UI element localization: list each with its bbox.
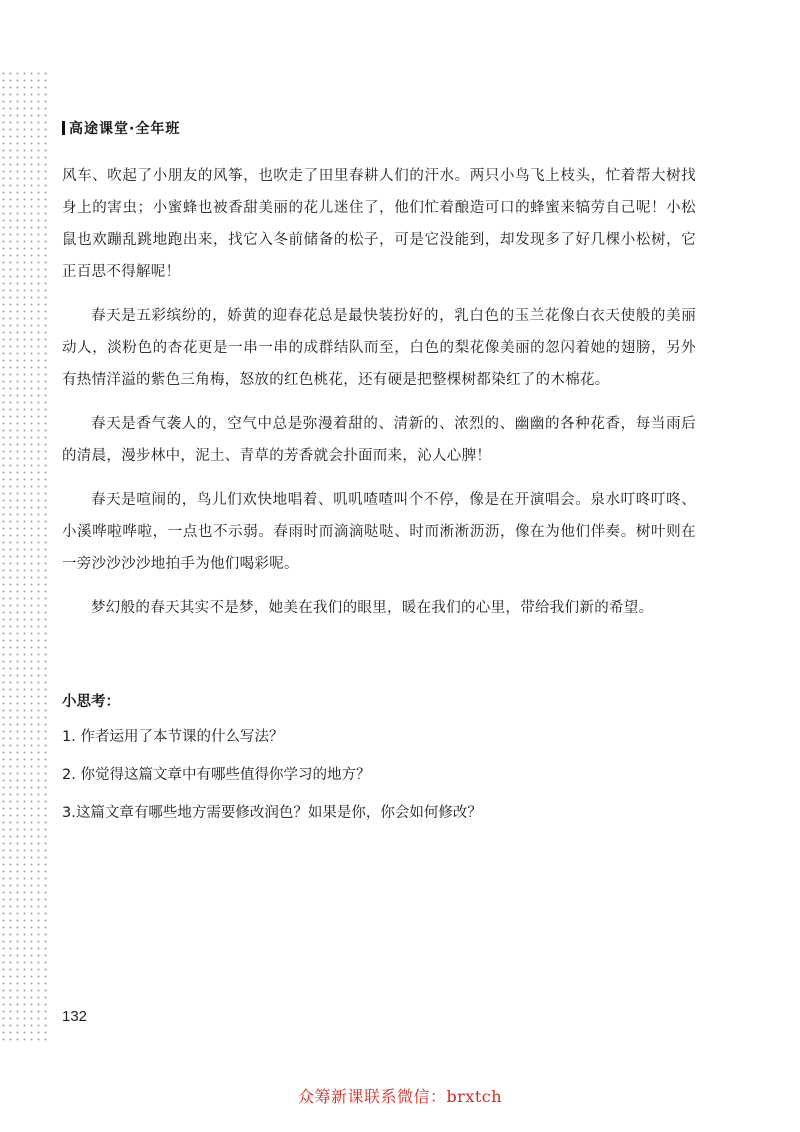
header-title: 高途课堂·全年班 xyxy=(69,121,181,137)
thinking-question: 1. 作者运用了本节课的什么写法？ xyxy=(62,729,284,745)
header-bar-mark xyxy=(62,121,65,135)
margin-dot-pattern xyxy=(0,70,48,1045)
essay-paragraph: 春天是喧闹的，鸟儿们欢快地唱着、叽叽喳喳叫个不停，像是在开演唱会。泉水叮咚叮咚、小溪哗啦哗啦，一点也不示弱。春雨时而滴滴哒哒、时而淅淅沥沥，像在为他们伴奏。树叶则在一旁沙沙沙沙地拍手为他们喝彩呢。 xyxy=(62,492,696,572)
essay-paragraph: 春天是五彩缤纷的，娇黄的迎春花总是最快装扮好的，乳白色的玉兰花像白衣天使般的美丽动人，淡粉色的杏花更是一串一串的成群结队而至，白色的梨花像美丽的忽闪着她的翅膀，另外有热情洋溢的紫色三角梅，怒放的红色桃花，还有硬是把整棵树都染红了的木棉花。 xyxy=(62,308,696,388)
thinking-question: 2. 你觉得这篇文章中有哪些值得你学习的地方？ xyxy=(62,767,371,783)
footer-watermark: 众筹新课联系微信：brxtch xyxy=(297,1087,503,1106)
essay-paragraph: 春天是香气袭人的，空气中总是弥漫着甜的、清新的、浓烈的、幽幽的各种花香，每当雨后的清晨，漫步林中，泥土、青草的芳香就会扑面而来，沁人心脾！ xyxy=(62,416,696,464)
thinking-section xyxy=(62,690,696,841)
book-header xyxy=(62,118,180,138)
essay-paragraph: 风车、吹起了小朋友的风筝，也吹走了田里春耕人们的汗水。两只小鸟飞上枝头，忙着帮大树找身上的害虫；小蜜蜂也被香甜美丽的花儿迷住了，他们忙着酿造可口的蜂蜜来犒劳自己呢！小松鼠也欢蹦乱跳地跑出来，找它入冬前储备的松子，可是它没能到，却发现多了好几棵小松树，它正百思不得解呢！ xyxy=(62,168,696,280)
thinking-title: 小思考： xyxy=(62,694,120,710)
essay-body xyxy=(62,160,696,636)
thinking-question: 3.这篇文章有哪些地方需要修改润色？如果是你，你会如何修改？ xyxy=(62,805,482,821)
essay-paragraph: 梦幻般的春天其实不是梦，她美在我们的眼里，暖在我们的心里，带给我们新的希望。 xyxy=(91,600,654,616)
page-number: 132 xyxy=(62,1008,88,1025)
